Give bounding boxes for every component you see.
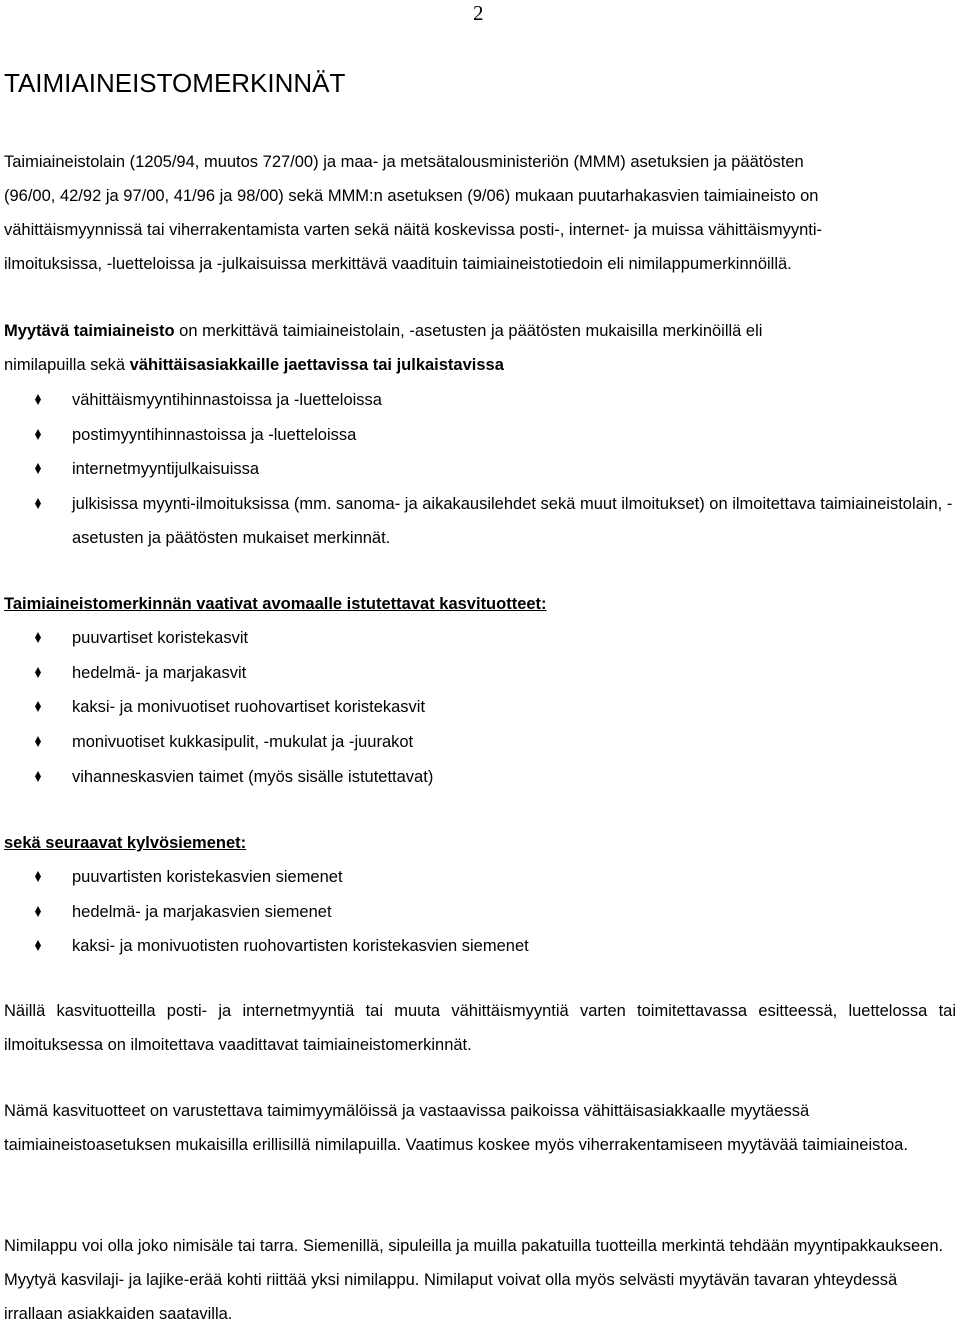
- diamond-bullet-icon: [35, 667, 41, 678]
- list-item-text: kaksi- ja monivuotisten ruohovartisten koristekasvien siemenet: [72, 937, 529, 956]
- list-item-text: puuvartiset koristekasvit: [72, 629, 249, 647]
- list-item-text: monivuotiset kukkasipulit, -mukulat ja -juurakot: [72, 733, 414, 752]
- section3-heading: [4, 826, 956, 860]
- list-item: [0, 860, 956, 895]
- section3-heading-text: sekä seuraavat kylvösiemenet:: [4, 834, 247, 852]
- diamond-bullet-icon: [35, 736, 41, 747]
- diamond-bullet-icon: [35, 632, 41, 643]
- section1-paragraph: [4, 314, 956, 382]
- section2-heading-text: Taimiaineistomerkinnän vaativat avomaalle istutettavat kasvituotteet:: [4, 595, 547, 613]
- page-title: TAIMIAINEISTOMERKINNÄT: [4, 68, 346, 98]
- list-item-text: vihanneskasvien taimet (myös sisälle istutettavat): [72, 767, 434, 786]
- diamond-bullet-icon: [35, 771, 41, 782]
- diamond-bullet-icon: [35, 394, 41, 405]
- list-item: [0, 760, 956, 795]
- section1-bold-target: vähittäisasiakkaille jaettavissa tai julkaistavissa: [129, 356, 504, 374]
- intro-line-2: (96/00, 42/92 ja 97/00, 41/96 ja 98/00) sekä MMM:n asetuksen (9/06) mukaan puutarhakasvien taimiaineisto on: [4, 187, 819, 205]
- list-item: [0, 725, 956, 760]
- list-item: [0, 656, 956, 691]
- intro-paragraph: [4, 145, 956, 281]
- list-item-text: vähittäismyyntihinnastoissa ja -luetteloissa: [72, 391, 382, 409]
- list-item-text: puuvartisten koristekasvien siemenet: [72, 868, 343, 886]
- diamond-bullet-icon: [35, 498, 41, 509]
- label-paragraph: Nimilappu voi olla joko nimisäle tai tarra. Siemenillä, sipuleilla ja muilla pakatuilla tuotteilla merkintä tehdään myyntipakkaukseen. Myytyä kasvilaji- ja lajike-erää kohti riittää yksi nimilappu. Nimilaput voivat olla myös selvästi myytävän tavaran yhteydessä irrallaan asiakkaiden saatavilla.: [4, 1237, 944, 1323]
- intro-line-3: vähittäismyynnissä tai viherrakentamista varten sekä näitä koskevissa posti-, internet- ja muissa vähittäismyynti-: [4, 221, 822, 239]
- diamond-bullet-icon: [35, 463, 41, 474]
- mail-order-paragraph: Näillä kasvituotteilla posti- ja internetmyyntiä tai muuta vähittäismyyntiä varten toimitettavassa esitteessä, luettelossa tai ilmoituksessa on ilmoitettava vaadittavat taimiaineistomerkinnät.: [4, 1002, 956, 1054]
- list-item-text: julkisissa myynti-ilmoituksissa (mm. sanoma- ja aikakausilehdet sekä muut ilmoitukset) on ilmoitettava taimiaineistolain, -asetusten ja päätösten mukaiset merkinnät.: [72, 495, 953, 548]
- section1-line-1: [4, 314, 956, 348]
- section2-heading: [4, 587, 956, 621]
- list-item-text: postimyyntihinnastoissa ja -luetteloissa: [72, 425, 357, 444]
- section2-bullet-list: [0, 621, 956, 794]
- list-item: [0, 487, 956, 555]
- section1-text-2: nimilapuilla sekä: [4, 356, 130, 374]
- section1-line-2: [4, 348, 956, 382]
- list-item: [0, 690, 956, 725]
- list-item: [0, 452, 956, 487]
- diamond-bullet-icon: [35, 701, 41, 712]
- list-item: [0, 621, 956, 656]
- intro-line-4: ilmoituksissa, -luetteloissa ja -julkaisuissa merkittävä vaadituin taimiaineistotiedoin eli nimilappumerkinnöillä.: [4, 255, 792, 273]
- list-item-text: kaksi- ja monivuotiset ruohovartiset koristekasvit: [72, 698, 426, 717]
- diamond-bullet-icon: [35, 906, 41, 917]
- section3-bullet-list: [0, 860, 956, 964]
- list-item: [0, 383, 956, 418]
- section1-bullet-list: [0, 383, 956, 555]
- intro-line-1: Taimiaineistolain (1205/94, muutos 727/00) ja maa- ja metsätalousministeriön (MMM) asetuksien ja päätösten: [4, 153, 804, 171]
- section1-bold-subject: Myytävä taimiaineisto: [4, 322, 175, 340]
- page-number: 2: [473, 1, 484, 25]
- diamond-bullet-icon: [35, 429, 41, 440]
- stores-paragraph: Nämä kasvituotteet on varustettava taimimyymälöissä ja vastaavissa paikoissa vähittäisasiakkaalle myytäessä taimiaineistoasetuksen mukaisilla erillisillä nimilapuilla. Vaatimus koskee myös viherrakentamiseen myytävää taimiaineistoa.: [4, 1102, 908, 1154]
- diamond-bullet-icon: [35, 871, 41, 882]
- list-item-text: hedelmä- ja marjakasvien siemenet: [72, 902, 332, 921]
- list-item-text: internetmyyntijulkaisuissa: [72, 460, 260, 479]
- section1-text: on merkittävä taimiaineistolain, -asetusten ja päätösten mukaisilla merkinöillä eli: [174, 322, 763, 340]
- list-item: [0, 929, 956, 964]
- list-item: [0, 895, 956, 930]
- diamond-bullet-icon: [35, 940, 41, 951]
- list-item: [0, 418, 956, 453]
- list-item-text: hedelmä- ja marjakasvit: [72, 663, 247, 682]
